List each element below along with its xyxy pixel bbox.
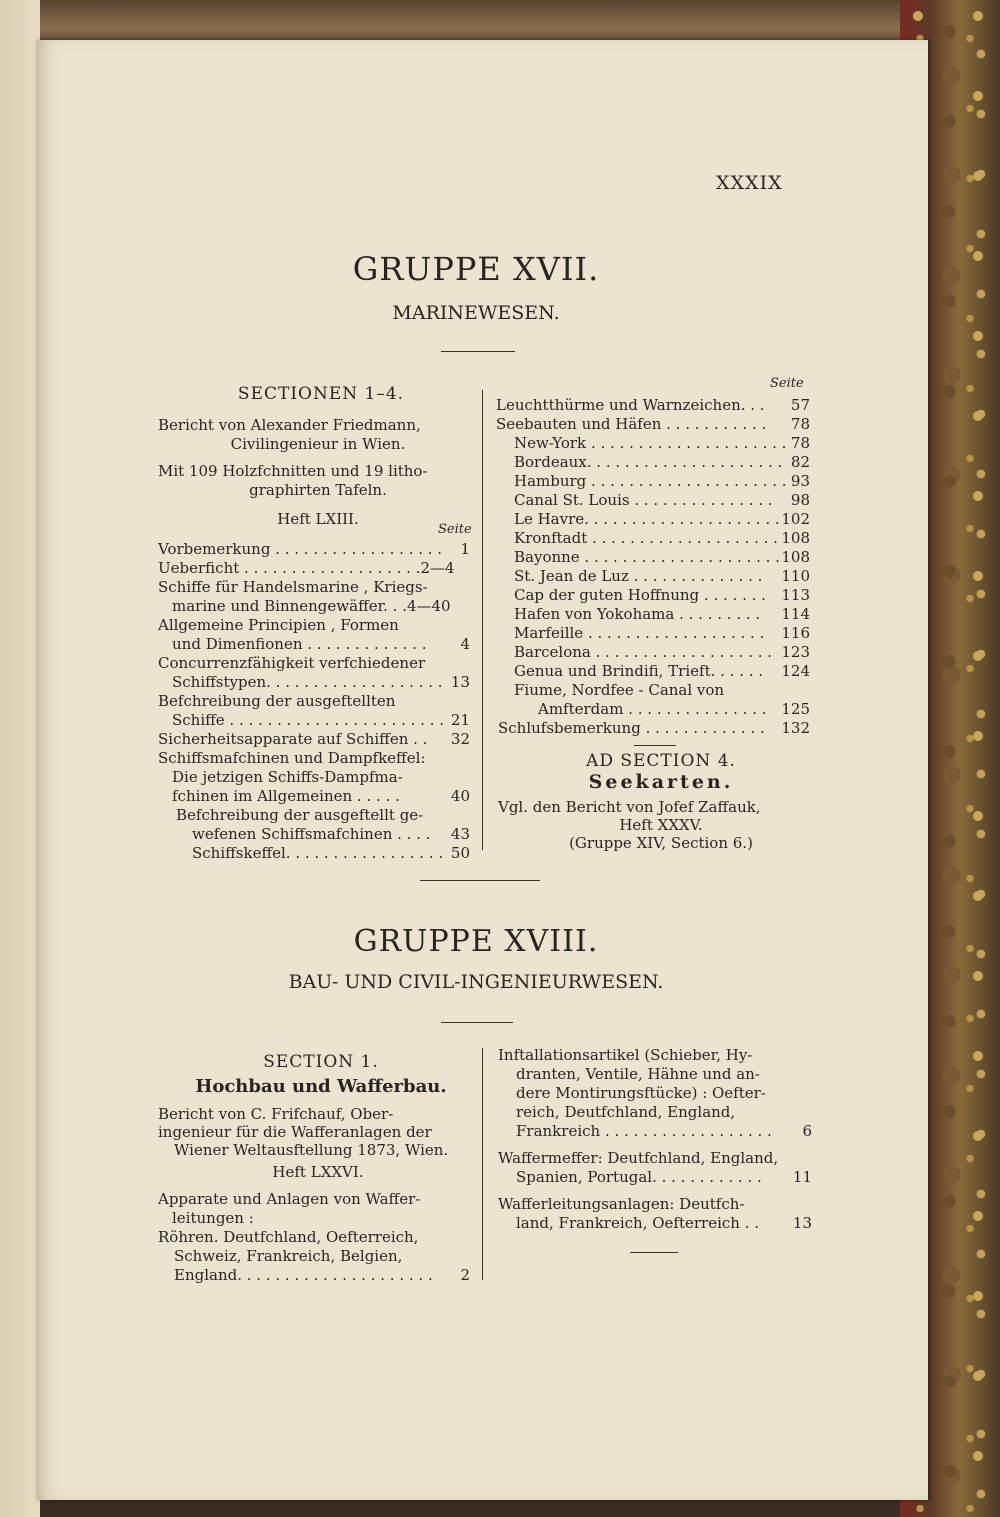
ad-reference-1: Vgl. den Bericht von Jofef Zaffauk, <box>498 798 761 816</box>
group-xvii-title: GRUPPE XVII. <box>352 250 600 288</box>
toc-page-number: 13 <box>792 1214 812 1232</box>
toc-entry: Sicherheitsapparate auf Schiffen . . <box>158 730 428 748</box>
toc-entry: dranten, Ventile, Hähne und an- <box>516 1065 760 1083</box>
group-divider <box>420 880 540 881</box>
toc-entry: Schweiz, Frankreich, Belgien, <box>174 1247 403 1265</box>
toc-entry: wefenen Schiffsmafchinen . . . . <box>192 825 431 843</box>
toc-entry: Genua und Brindifi, Trieft. . . . . . <box>514 662 764 680</box>
illustration-note-1: Mit 109 Holzfchnitten und 19 litho- <box>158 462 428 480</box>
toc-page-number: 108 <box>781 529 810 547</box>
page-number: XXXIX <box>716 172 783 194</box>
toc-entry: Inftallationsartikel (Schieber, Hy- <box>498 1046 753 1064</box>
toc-page-number: 102 <box>781 510 810 528</box>
toc-entry: Vorbemerkung . . . . . . . . . . . . . . . . . . <box>158 540 443 558</box>
group-xviii-title: GRUPPE XVIII. <box>353 924 599 959</box>
toc-entry: Marfeille . . . . . . . . . . . . . . . . . . . <box>514 624 765 642</box>
report-author-2-line2: ingenieur für die Wafferanlagen der <box>158 1123 432 1141</box>
toc-page-number: 11 <box>792 1168 812 1186</box>
toc-page-number: 1 <box>460 540 470 558</box>
toc-entry: Spanien, Portugal. . . . . . . . . . . . <box>516 1168 762 1186</box>
toc-page-number: 2 <box>460 1266 470 1284</box>
toc-entry: England. . . . . . . . . . . . . . . . . . . . . <box>174 1266 433 1284</box>
toc-page-number: 108 <box>781 548 810 566</box>
toc-page-number: 123 <box>781 643 810 661</box>
title-divider <box>441 351 515 352</box>
sections-1-4-heading: SECTIONEN 1–4. <box>237 384 405 404</box>
illustration-note-2: graphirten Tafeln. <box>249 481 387 499</box>
column-divider <box>482 390 483 850</box>
group-xvii-subtitle: MARINEWESEN. <box>392 302 560 324</box>
toc-entry: Kronftadt . . . . . . . . . . . . . . . . . . . . <box>514 529 778 547</box>
section-1-title: Hochbau und Wafferbau. <box>195 1076 447 1097</box>
end-divider <box>630 1252 678 1253</box>
toc-page-number: 98 <box>790 491 810 509</box>
toc-entry: Cap der guten Hoffnung . . . . . . . <box>514 586 766 604</box>
toc-page-number: 93 <box>790 472 810 490</box>
heft-label-2: Heft LXXVI. <box>272 1163 364 1181</box>
seite-header-right: Seite <box>770 376 804 391</box>
toc-entry: Frankreich . . . . . . . . . . . . . . . . . . <box>516 1122 772 1140</box>
toc-entry: leitungen : <box>172 1209 254 1227</box>
toc-page-number: 113 <box>781 586 810 604</box>
toc-entry: Schiffsmafchinen und Dampfkeffel: <box>158 749 426 767</box>
toc-entry: St. Jean de Luz . . . . . . . . . . . . . . <box>514 567 763 585</box>
toc-entry: Schiffstypen. . . . . . . . . . . . . . . . . . . <box>172 673 443 691</box>
title-divider-2 <box>441 1022 513 1023</box>
toc-entry: Schiffe für Handelsmarine , Kriegs- <box>158 578 428 596</box>
ad-reference-2: Heft XXXV. <box>619 816 703 834</box>
ad-reference-3: (Gruppe XIV, Section 6.) <box>569 834 753 852</box>
report-author-2-line1: Bericht von C. Frifchauf, Ober- <box>158 1105 394 1123</box>
toc-entry: Fiume, Nordfee - Canal von <box>514 681 725 699</box>
toc-entry: Apparate und Anlagen von Waffer- <box>158 1190 421 1208</box>
toc-page-number: 13 <box>450 673 470 691</box>
toc-entry: Waffermeffer: Deutfchland, England, <box>498 1149 779 1167</box>
toc-page-number: 4 <box>460 635 470 653</box>
toc-entry: Amfterdam . . . . . . . . . . . . . . . <box>538 700 767 718</box>
toc-page-number: 116 <box>781 624 810 642</box>
seekarten-title: Seekarten. <box>588 771 734 793</box>
toc-page-number: 32 <box>450 730 470 748</box>
toc-entry: Schlufsbemerkung . . . . . . . . . . . . . <box>498 719 765 737</box>
toc-entry: reich, Deutfchland, England, <box>516 1103 736 1121</box>
toc-page-number: 78 <box>790 434 810 452</box>
toc-entry: Hamburg . . . . . . . . . . . . . . . . . . . . . <box>514 472 787 490</box>
report-author-line: Bericht von Alexander Friedmann, <box>158 416 421 434</box>
toc-entry: Röhren. Deutfchland, Oefterreich, <box>158 1228 419 1246</box>
group-xviii-subtitle: BAU- UND CIVIL-INGENIEURWESEN. <box>288 971 664 993</box>
toc-page-number: 57 <box>790 396 810 414</box>
toc-entry: Canal St. Louis . . . . . . . . . . . . . . . <box>514 491 773 509</box>
toc-entry: Bordeaux. . . . . . . . . . . . . . . . . . . . . <box>514 453 783 471</box>
toc-entry: dere Montirungsftücke) : Oefter- <box>516 1084 766 1102</box>
seite-header: Seite <box>438 522 472 537</box>
toc-entry: Hafen von Yokohama . . . . . . . . . <box>514 605 761 623</box>
heft-label: Heft LXIII. <box>277 510 359 528</box>
toc-page-number: 82 <box>790 453 810 471</box>
toc-page-number: 132 <box>781 719 810 737</box>
toc-entry: Schiffskeffel. . . . . . . . . . . . . . . . . <box>192 844 444 862</box>
toc-entry: Befchreibung der ausgeftellt ge- <box>176 806 424 824</box>
toc-entry: Die jetzigen Schiffs-Dampfma- <box>172 768 403 786</box>
column-divider-2 <box>482 1048 483 1280</box>
toc-entry: Leuchtthürme und Warnzeichen. . . <box>496 396 765 414</box>
toc-entry: fchinen im Allgemeinen . . . . . <box>172 787 400 805</box>
toc-page-number: 78 <box>790 415 810 433</box>
short-divider <box>634 745 676 746</box>
toc-entry: und Dimenfionen . . . . . . . . . . . . . <box>172 635 427 653</box>
toc-entry: Befchreibung der ausgeftellten <box>158 692 396 710</box>
toc-entry: Wafferleitungsanlagen: Deutfch- <box>498 1195 745 1213</box>
report-author-title: Civilingenieur in Wien. <box>230 435 406 453</box>
toc-entry: Schiffe . . . . . . . . . . . . . . . . . . . . . . . <box>172 711 444 729</box>
toc-entry: land, Frankreich, Oefterreich . . <box>516 1214 760 1232</box>
toc-entry: New-York . . . . . . . . . . . . . . . . . . . . . <box>514 434 787 452</box>
toc-page-number: 110 <box>781 567 810 585</box>
toc-entry: Concurrenzfähigkeit verfchiedener <box>158 654 426 672</box>
toc-page-number: 114 <box>781 605 810 623</box>
report-author-2-line3: Wiener Weltausftellung 1873, Wien. <box>174 1141 449 1159</box>
toc-entry: Ueberficht . . . . . . . . . . . . . . . . . . .2—4 <box>158 559 455 577</box>
ad-section-4-heading: AD SECTION 4. <box>586 751 736 771</box>
toc-entry: marine und Binnengewäffer. . .4—40 <box>172 597 451 615</box>
toc-entry: Barcelona . . . . . . . . . . . . . . . . . . . <box>514 643 773 661</box>
toc-page-number: 43 <box>450 825 470 843</box>
toc-page-number: 6 <box>802 1122 812 1140</box>
section-1-heading: SECTION 1. <box>263 1052 379 1072</box>
toc-page-number: 21 <box>450 711 470 729</box>
toc-entry: Seebauten und Häfen . . . . . . . . . . . <box>496 415 767 433</box>
toc-entry: Le Havre. . . . . . . . . . . . . . . . . . . . . <box>514 510 780 528</box>
toc-entry: Allgemeine Principien , Formen <box>158 616 399 634</box>
toc-entry: Bayonne . . . . . . . . . . . . . . . . . . . . . <box>514 548 780 566</box>
facing-page-edge <box>0 0 40 1517</box>
toc-page-number: 40 <box>450 787 470 805</box>
book-page <box>36 40 928 1500</box>
toc-page-number: 125 <box>781 700 810 718</box>
toc-page-number: 50 <box>450 844 470 862</box>
toc-page-number: 124 <box>781 662 810 680</box>
